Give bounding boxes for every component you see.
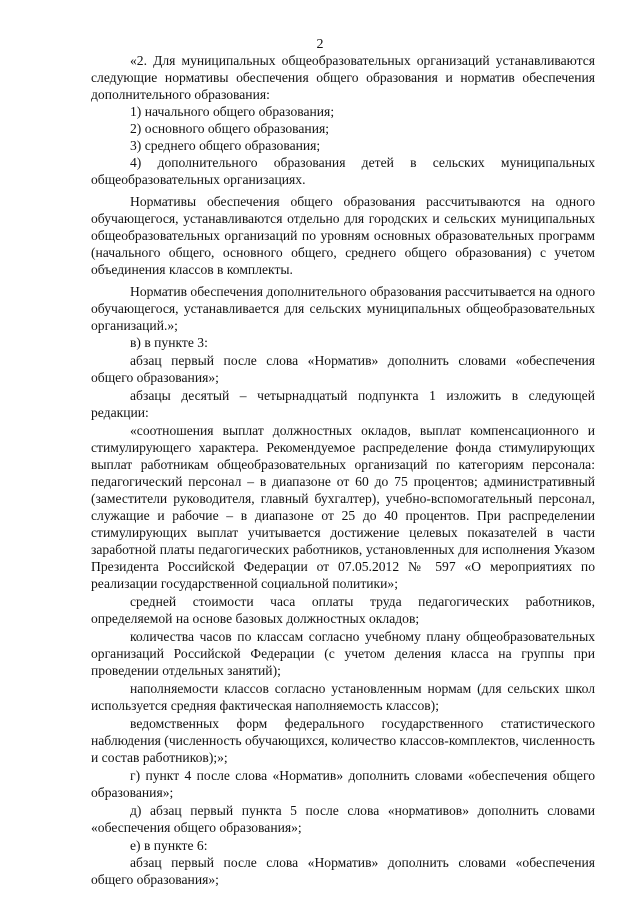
paragraph: е) в пункте 6: bbox=[130, 838, 208, 853]
list-item: 2) основного общего образования; bbox=[130, 121, 330, 136]
list-item: 1) начального общего образования; bbox=[130, 104, 335, 119]
paragraph: абзацы десятый – четырнадцатый подпункта 1 изложить в следующей редакции: bbox=[91, 388, 595, 420]
paragraph: абзац первый после слова «Норматив» дополнить словами «обеспечения общего образования»; bbox=[91, 855, 595, 887]
paragraph: Нормативы обеспечения общего образования рассчитываются на одного обучающегося, устанавливаются отдельно для городских и сельских муниципальных общеобразовательных организаций по уровням основных образовательных программ (начального общего, основного общего, среднего общего образования) с учетом объединения классов в комплекты. bbox=[91, 194, 595, 277]
document-body bbox=[91, 52, 595, 888]
paragraph: г) пункт 4 после слова «Норматив» дополнить словами «обеспечения общего образования»; bbox=[91, 768, 595, 800]
paragraph: ведомственных форм федерального государственного статистического наблюдения (численность обучающихся, количество классов-комплектов, численность и состав работников);»; bbox=[91, 716, 595, 765]
page-number: 2 bbox=[316, 37, 324, 52]
paragraph: абзац первый после слова «Норматив» дополнить словами «обеспечения общего образования»; bbox=[91, 353, 595, 385]
paragraph: в) в пункте 3: bbox=[130, 335, 208, 350]
list-item: 3) среднего общего образования; bbox=[130, 138, 321, 153]
paragraph: количества часов по классам согласно учебному плану общеобразовательных организаций Российской Федерации (с учетом деления класса на группы при проведении отдельных занятий); bbox=[91, 629, 595, 678]
paragraph: наполняемости классов согласно установленным нормам (для сельских школ используется средняя фактическая наполняемость классов); bbox=[91, 681, 595, 713]
paragraph: «2. Для муниципальных общеобразовательных организаций устанавливаются следующие нормативы обеспечения общего образования и норматив обеспечения дополнительного образования: bbox=[91, 53, 595, 102]
paragraph: д) абзац первый пункта 5 после слова «нормативов» дополнить словами «обеспечения общего образования»; bbox=[91, 803, 595, 835]
list-item: 4) дополнительного образования детей в сельских муниципальных общеобразовательных организациях. bbox=[91, 155, 595, 187]
paragraph: средней стоимости часа оплаты труда педагогических работников, определяемой на основе базовых должностных окладов; bbox=[91, 594, 595, 626]
paragraph: «соотношения выплат должностных окладов, выплат компенсационного и стимулирующего характера. Рекомендуемое распределение фонда стимулирующих выплат работникам общеобразовательных организаций по категориям персонала: педагогический персонал – в диапазоне от 60 до 75 процентов; административный (заместители руководителя, главный бухгалтер), учебно-вспомогательный персонал, служащие и рабочие – в диапазоне от 25 до 40 процентов. При распределении стимулирующих выплат учитывается достижение целевых показателей в части заработной платы педагогических работников, установленных для исполнения Указом Президента Российской Федерации от 07.05.2012 № 597 «О мероприятиях по реализации государственной социальной политики»; bbox=[91, 423, 595, 591]
paragraph: Норматив обеспечения дополнительного образования рассчитывается на одного обучающегося, устанавливается для сельских муниципальных общеобразовательных организаций.»; bbox=[91, 284, 595, 333]
